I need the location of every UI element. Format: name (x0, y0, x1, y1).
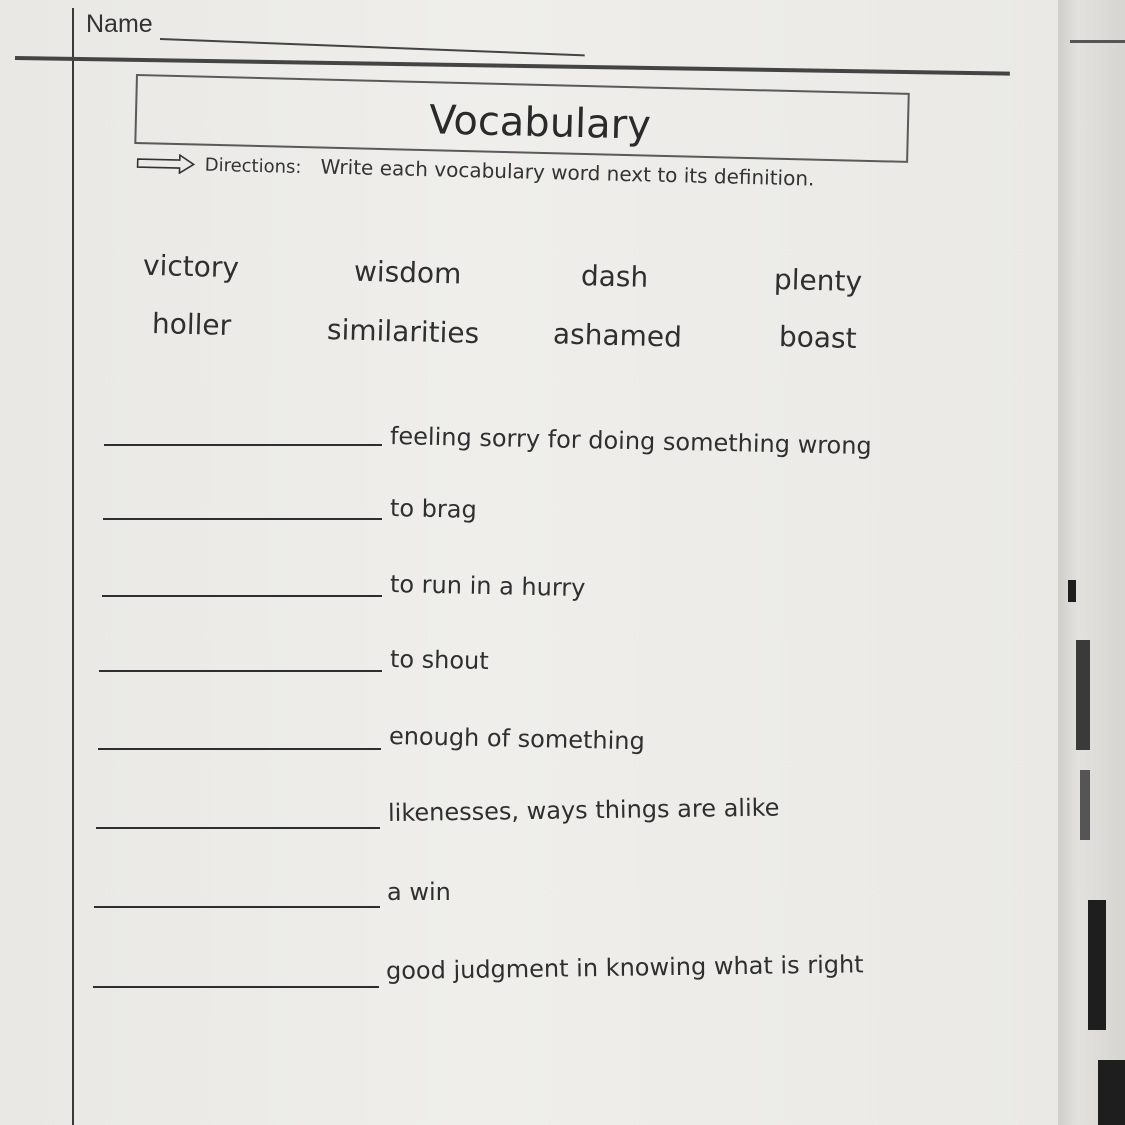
arrow-right-icon (135, 152, 196, 177)
definition-text: to shout (389, 645, 490, 676)
definition-text: likenesses, ways things are alike (387, 793, 780, 827)
word-bank-item: similarities (326, 313, 480, 350)
word-bank-item: wisdom (353, 254, 462, 291)
directions-text: Write each vocabulary word next to its definition. (320, 154, 815, 191)
answer-blank[interactable] (98, 748, 381, 750)
background-page-edge (1058, 0, 1125, 1125)
worksheet-title: Vocabulary (428, 97, 652, 149)
answer-blank[interactable] (99, 670, 382, 672)
word-bank-item: dash (580, 259, 649, 294)
definition-text: to run in a hurry (389, 570, 586, 603)
word-bank-item: holler (151, 306, 232, 343)
edge-mark (1080, 770, 1090, 840)
word-bank-item: plenty (773, 262, 863, 299)
answer-blank[interactable] (93, 986, 379, 988)
header-rule-continuation (1070, 40, 1125, 43)
definition-text: feeling sorry for doing something wrong (389, 422, 872, 461)
definition-text: a win (387, 878, 451, 906)
answer-blank[interactable] (104, 444, 382, 446)
word-bank-item: victory (142, 248, 240, 285)
word-bank-item: boast (778, 319, 858, 356)
left-margin-line (72, 8, 74, 1125)
directions-label: Directions: (204, 154, 302, 179)
definition-text: to brag (389, 494, 478, 524)
answer-blank[interactable] (94, 906, 380, 908)
edge-mark (1068, 580, 1076, 602)
word-bank-item: ashamed (552, 317, 683, 354)
edge-mark (1098, 1060, 1125, 1125)
edge-mark (1076, 640, 1090, 750)
name-label: Name (86, 10, 153, 38)
edge-mark (1088, 900, 1106, 1030)
definition-text: good judgment in knowing what is right (385, 950, 864, 985)
answer-blank[interactable] (103, 518, 382, 520)
definition-text: enough of something (388, 722, 646, 756)
answer-blank[interactable] (96, 827, 380, 829)
answer-blank[interactable] (102, 595, 382, 597)
